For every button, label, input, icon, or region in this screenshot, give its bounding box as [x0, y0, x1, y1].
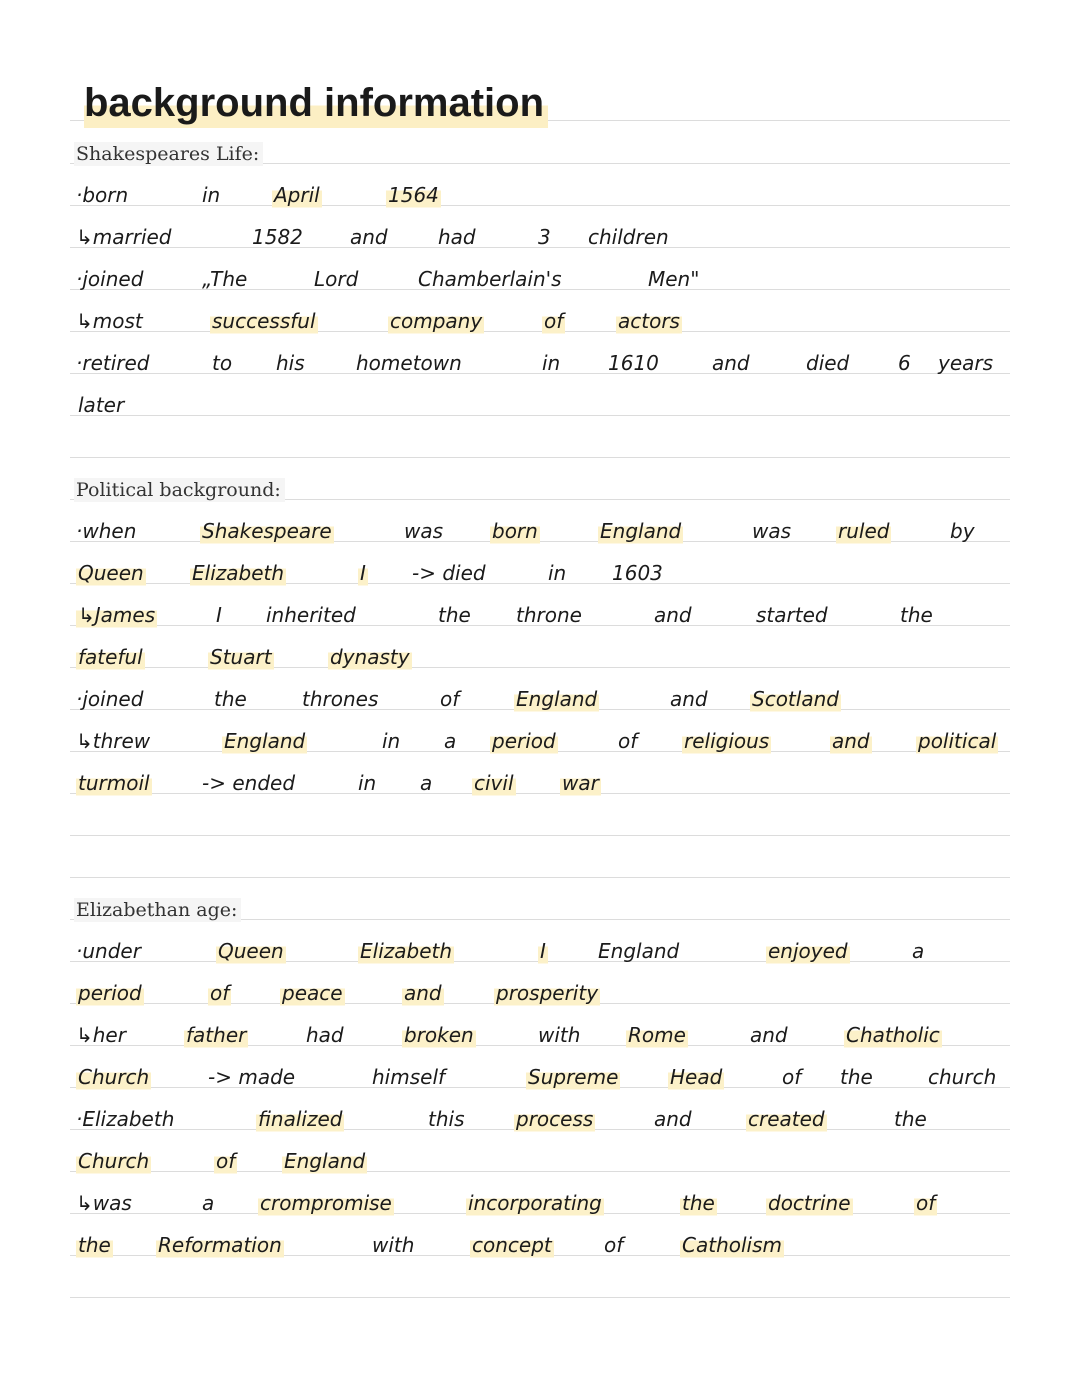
note-word-highlighted: crompromise — [258, 1188, 394, 1218]
note-line — [76, 1188, 1026, 1218]
note-word: hometown — [356, 351, 462, 375]
note-word: the — [894, 1107, 927, 1131]
note-word-highlighted: Queen — [76, 558, 146, 588]
note-word-highlighted: war — [560, 768, 601, 798]
note-word-highlighted: Elizabeth — [358, 936, 454, 966]
note-line — [76, 936, 1026, 966]
note-line — [76, 348, 1026, 378]
note-word: ·when — [76, 519, 137, 543]
note-line — [76, 642, 1026, 672]
note-line — [76, 1104, 1026, 1134]
note-word-highlighted: Reformation — [156, 1230, 284, 1260]
note-word-highlighted: broken — [402, 1020, 476, 1050]
note-word: his — [276, 351, 305, 375]
note-word: this — [428, 1107, 465, 1131]
note-line — [76, 1230, 1026, 1260]
note-word: ·Elizabeth — [76, 1107, 175, 1131]
note-word: ↳most — [76, 309, 143, 333]
note-word: 6 — [898, 351, 911, 375]
note-word-highlighted: of — [914, 1188, 937, 1218]
note-word-highlighted: civil — [472, 768, 516, 798]
rule-line — [70, 457, 1010, 458]
note-word-highlighted: I — [538, 936, 548, 966]
note-word: and — [712, 351, 750, 375]
note-word-highlighted: the — [680, 1188, 717, 1218]
note-word: -> died — [412, 561, 486, 585]
note-word: in — [202, 183, 221, 207]
note-word-highlighted: April — [272, 180, 322, 210]
note-word: the — [900, 603, 933, 627]
note-word: with — [372, 1233, 415, 1257]
note-line — [76, 558, 1026, 588]
note-word-highlighted: of — [542, 306, 565, 336]
note-word: of — [440, 687, 460, 711]
note-word: a — [912, 939, 925, 963]
note-word-highlighted: Scotland — [750, 684, 841, 714]
note-word: and — [654, 1107, 692, 1131]
note-word-highlighted: Catholism — [680, 1230, 784, 1260]
note-line — [76, 726, 1026, 756]
note-word: Chamberlain's — [418, 267, 562, 291]
note-word-highlighted: turmoil — [76, 768, 152, 798]
section-heading: Political background: — [74, 478, 285, 502]
note-line — [76, 222, 1026, 252]
note-word: the — [438, 603, 471, 627]
note-word-highlighted: of — [208, 978, 231, 1008]
note-word-highlighted: finalized — [256, 1104, 344, 1134]
note-word-highlighted: Supreme — [526, 1062, 620, 1092]
note-word-highlighted: of — [214, 1146, 237, 1176]
note-word: 1610 — [608, 351, 659, 375]
note-word: in — [548, 561, 567, 585]
note-word-highlighted: actors — [616, 306, 682, 336]
note-word: ↳was — [76, 1191, 132, 1215]
rule-line — [70, 835, 1010, 836]
note-word: had — [306, 1023, 344, 1047]
note-word-highlighted: doctrine — [766, 1188, 853, 1218]
note-word-highlighted: Church — [76, 1062, 151, 1092]
note-word-highlighted: Rome — [626, 1020, 688, 1050]
note-word-highlighted: England — [282, 1146, 367, 1176]
note-word-highlighted: ruled — [836, 516, 891, 546]
note-word-highlighted: religious — [682, 726, 771, 756]
note-word: later — [78, 393, 125, 417]
note-word-highlighted: father — [184, 1020, 248, 1050]
section-heading: Elizabethan age: — [74, 898, 241, 922]
note-word: of — [604, 1233, 624, 1257]
note-word-highlighted: period — [76, 978, 144, 1008]
note-line — [76, 768, 1026, 798]
note-word: -> made — [208, 1065, 296, 1089]
note-word: Lord — [314, 267, 359, 291]
note-word: ·joined — [76, 687, 144, 711]
note-line — [76, 978, 1026, 1008]
note-word: started — [756, 603, 828, 627]
note-word: with — [538, 1023, 581, 1047]
note-word-highlighted: Elizabeth — [190, 558, 286, 588]
note-word: a — [202, 1191, 215, 1215]
note-word: died — [806, 351, 850, 375]
note-word: ↳threw — [76, 729, 151, 753]
note-word: ·under — [76, 939, 141, 963]
note-word-highlighted: Stuart — [208, 642, 274, 672]
note-word: 3 — [538, 225, 551, 249]
note-word-highlighted: process — [514, 1104, 595, 1134]
note-word: and — [350, 225, 388, 249]
note-word-highlighted: ↳James — [76, 600, 157, 630]
note-word: of — [618, 729, 638, 753]
page-title: background information — [84, 78, 548, 128]
note-word: of — [782, 1065, 802, 1089]
note-line — [76, 390, 1026, 420]
note-word-highlighted: England — [598, 516, 683, 546]
note-word-highlighted: created — [746, 1104, 827, 1134]
note-word-highlighted: born — [490, 516, 540, 546]
section-heading: Shakespeares Life: — [74, 142, 263, 166]
note-word-highlighted: 1564 — [386, 180, 441, 210]
note-word: was — [404, 519, 444, 543]
note-word-highlighted: Chatholic — [844, 1020, 942, 1050]
note-word-highlighted: England — [514, 684, 599, 714]
note-word: -> ended — [202, 771, 296, 795]
note-word: England — [598, 939, 680, 963]
rule-line — [70, 1297, 1010, 1298]
note-word: throne — [516, 603, 582, 627]
note-word: ·born — [76, 183, 129, 207]
note-word: and — [750, 1023, 788, 1047]
note-word-highlighted: I — [358, 558, 368, 588]
note-word-highlighted: Queen — [216, 936, 286, 966]
note-line — [76, 264, 1026, 294]
note-word-highlighted: successful — [210, 306, 318, 336]
note-word: in — [382, 729, 401, 753]
note-word: in — [542, 351, 561, 375]
note-word-highlighted: and — [830, 726, 872, 756]
note-word-highlighted: the — [76, 1230, 113, 1260]
note-line — [76, 600, 1026, 630]
note-word: ·joined — [76, 267, 144, 291]
note-word-highlighted: England — [222, 726, 307, 756]
note-word-highlighted: Shakespeare — [200, 516, 334, 546]
note-word: I — [216, 603, 222, 627]
note-word-highlighted: incorporating — [466, 1188, 604, 1218]
note-word: 1582 — [252, 225, 303, 249]
note-word: a — [444, 729, 457, 753]
note-word: and — [654, 603, 692, 627]
note-line — [76, 306, 1026, 336]
note-word: in — [358, 771, 377, 795]
note-line — [76, 1062, 1026, 1092]
note-word: had — [438, 225, 476, 249]
note-word: by — [950, 519, 975, 543]
note-word: ·retired — [76, 351, 150, 375]
note-word: 1603 — [612, 561, 663, 585]
note-word-highlighted: dynasty — [328, 642, 412, 672]
note-word: was — [752, 519, 792, 543]
note-word: ↳her — [76, 1023, 126, 1047]
note-line — [76, 684, 1026, 714]
note-word-highlighted: period — [490, 726, 558, 756]
note-word: the — [214, 687, 247, 711]
note-word-highlighted: company — [388, 306, 484, 336]
rule-line — [70, 877, 1010, 878]
note-line — [76, 1020, 1026, 1050]
note-word: children — [588, 225, 669, 249]
note-word: „The — [202, 267, 248, 291]
note-word-highlighted: peace — [280, 978, 345, 1008]
note-word: Men" — [648, 267, 700, 291]
note-line — [76, 1146, 1026, 1176]
note-line — [76, 516, 1026, 546]
note-word-highlighted: enjoyed — [766, 936, 850, 966]
note-word-highlighted: Head — [668, 1062, 724, 1092]
note-word: ↳married — [76, 225, 172, 249]
note-word: a — [420, 771, 433, 795]
note-word: and — [670, 687, 708, 711]
note-word: thrones — [302, 687, 379, 711]
note-line — [76, 180, 1026, 210]
note-word-highlighted: prosperity — [494, 978, 600, 1008]
note-word-highlighted: fateful — [76, 642, 145, 672]
note-word: years — [938, 351, 994, 375]
note-word: inherited — [266, 603, 356, 627]
note-word: to — [212, 351, 233, 375]
note-word: the — [840, 1065, 873, 1089]
note-word-highlighted: Church — [76, 1146, 151, 1176]
note-word: church — [928, 1065, 997, 1089]
note-word-highlighted: concept — [470, 1230, 554, 1260]
note-word-highlighted: political — [916, 726, 998, 756]
note-word-highlighted: and — [402, 978, 444, 1008]
note-word: himself — [372, 1065, 446, 1089]
